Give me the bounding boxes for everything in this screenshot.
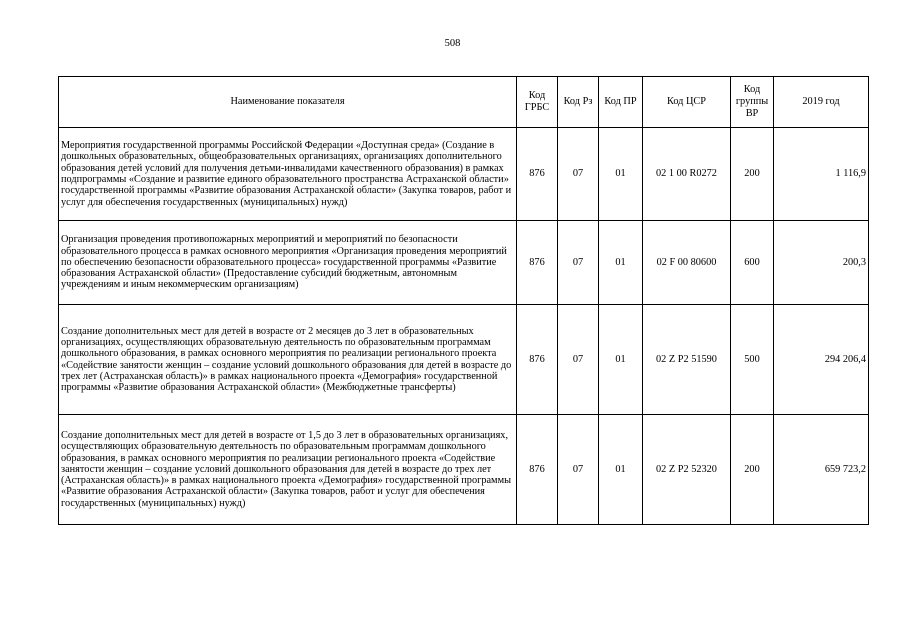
row-vr: 200: [731, 415, 774, 525]
row-amount: 1 116,9: [774, 128, 869, 221]
row-name: Организация проведения противопожарных мероприятий и мероприятий по безопасности образовательного процесса в рамках основного мероприятия «Организация проведения мероприятий по обеспечению безопасности образовательного процесса» государственной программы «Развитие образования Астраханской области» (Предоставление субсидий бюджетным, автономным учреждениям и иным некоммерческим организациям): [59, 221, 517, 305]
header-csr: Код ЦСР: [643, 77, 731, 128]
row-vr: 200: [731, 128, 774, 221]
row-rz: 07: [558, 305, 599, 415]
row-rz: 07: [558, 415, 599, 525]
table-row: [59, 221, 869, 305]
table-row: [59, 128, 869, 221]
row-rz: 07: [558, 128, 599, 221]
row-csr: 02 Z P2 52320: [643, 415, 731, 525]
row-name: Создание дополнительных мест для детей в возрасте от 1,5 до 3 лет в образовательных организациях, осуществляющих образовательную деятельность по образовательным программам дошкольного образования, в рамках основного мероприятия по реализации регионального проекта «Содействие занятости женщин – создание условий дошкольного образования для детей в возрасте до трех лет (Астраханская область)» в рамках национального проекта «Демография» государственной программы «Развитие образования Астраханской области» (Закупка товаров, работ и услуг для обеспечения государственных (муниципальных) нужд): [59, 415, 517, 525]
row-amount: 659 723,2: [774, 415, 869, 525]
row-grbs: 876: [517, 128, 558, 221]
header-pr: Код ПР: [599, 77, 643, 128]
row-amount: 200,3: [774, 221, 869, 305]
header-year: 2019 год: [774, 77, 869, 128]
row-rz: 07: [558, 221, 599, 305]
header-grbs: Код ГРБС: [517, 77, 558, 128]
row-name: Создание дополнительных мест для детей в возрасте от 2 месяцев до 3 лет в образовательных организациях, осуществляющих образовательную деятельность по образовательным программам дошкольного образования, в рамках основного мероприятия по реализации регионального проекта «Содействие занятости женщин – создание условий дошкольного образования для детей в возрасте до трех лет (Астраханская область)» в рамках национального проекта «Демография» государственной программы «Развитие образования Астраханской области» (Межбюджетные трансферты): [59, 305, 517, 415]
row-csr: 02 F 00 80600: [643, 221, 731, 305]
row-grbs: 876: [517, 221, 558, 305]
row-pr: 01: [599, 305, 643, 415]
row-csr: 02 1 00 R0272: [643, 128, 731, 221]
header-rz: Код Рз: [558, 77, 599, 128]
row-pr: 01: [599, 128, 643, 221]
row-grbs: 876: [517, 305, 558, 415]
table-header-row: [59, 77, 869, 128]
budget-table: [58, 76, 869, 525]
row-name: Мероприятия государственной программы Российской Федерации «Доступная среда» (Создание в дошкольных образовательных, общеобразовательных организациях, организациях дополнительного образования детей условий для получения детьми-инвалидами качественного образования) в рамках подпрограммы «Создание и развитие единого образовательного пространства Астраханской области» государственной программы «Развитие образования Астраханской области» (Закупка товаров, работ и услуг для обеспечения государственных (муниципальных) нужд): [59, 128, 517, 221]
row-vr: 500: [731, 305, 774, 415]
row-pr: 01: [599, 221, 643, 305]
table-row: [59, 415, 869, 525]
row-pr: 01: [599, 415, 643, 525]
table-row: [59, 305, 869, 415]
row-vr: 600: [731, 221, 774, 305]
row-amount: 294 206,4: [774, 305, 869, 415]
row-grbs: 876: [517, 415, 558, 525]
page-number: 508: [444, 38, 461, 49]
row-csr: 02 Z P2 51590: [643, 305, 731, 415]
header-vr: Код группы ВР: [731, 77, 774, 128]
header-name: Наименование показателя: [59, 77, 517, 128]
